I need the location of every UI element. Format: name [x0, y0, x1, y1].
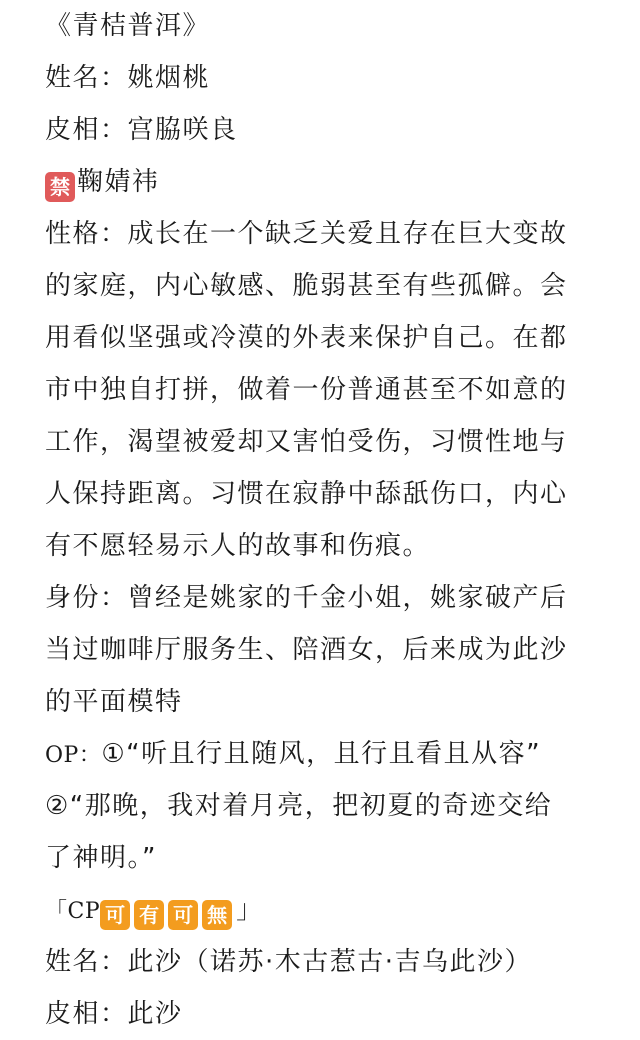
personality-line: 人保持距离。习惯在寂静中舔舐伤口，内心 — [45, 479, 568, 509]
op-line — [45, 728, 605, 780]
cp-close: 」 — [236, 895, 264, 925]
op-line: ②“那晚，我对着月亮，把初夏的奇迹交给 — [45, 791, 553, 821]
ke-icon: 可 — [100, 900, 130, 930]
forbidden-line — [45, 156, 605, 208]
identity-line: 的平面模特 — [45, 687, 183, 717]
you-icon: 有 — [134, 900, 164, 930]
forbidden-icon: 禁 — [45, 172, 75, 202]
op-line: 了神明。” — [45, 843, 157, 873]
profile-document — [45, 0, 605, 1040]
doc-title: 《青桔普洱》 — [45, 11, 211, 41]
personality-line: 有不愿轻易示人的故事和伤痕。 — [45, 531, 431, 561]
ke-icon: 可 — [168, 900, 198, 930]
personality-line: 用看似坚强或冷漠的外表来保护自己。在都 — [45, 323, 568, 353]
cp-name-line: 姓名：此沙（诺苏·木古惹古·吉乌此沙） — [45, 947, 533, 977]
personality-line: 的家庭，内心敏感、脆弱甚至有些孤僻。会 — [45, 271, 568, 301]
op-prefix: OP： — [45, 743, 102, 768]
name-line: 姓名：姚烟桃 — [45, 63, 211, 93]
identity-line: 身份：曾经是姚家的千金小姐，姚家破产后 — [45, 583, 568, 613]
op-text: ①“听且行且随风，且行且看且从容” — [101, 739, 542, 769]
cp-line — [45, 884, 605, 936]
looks-line: 皮相：宫脇咲良 — [45, 115, 238, 145]
wu-icon: 無 — [202, 900, 232, 930]
cp-looks-line: 皮相：此沙 — [45, 999, 183, 1029]
personality-line: 工作，渴望被爱却又害怕受伤，习惯性地与 — [45, 427, 568, 457]
identity-line: 当过咖啡厅服务生、陪酒女，后来成为此沙 — [45, 635, 568, 665]
personality-line: 性格：成长在一个缺乏关爱且存在巨大变故 — [45, 219, 568, 249]
forbidden-text: 鞠婧祎 — [77, 167, 160, 197]
cp-open: 「CP — [45, 899, 101, 924]
personality-line: 市中独自打拼，做着一份普通甚至不如意的 — [45, 375, 568, 405]
